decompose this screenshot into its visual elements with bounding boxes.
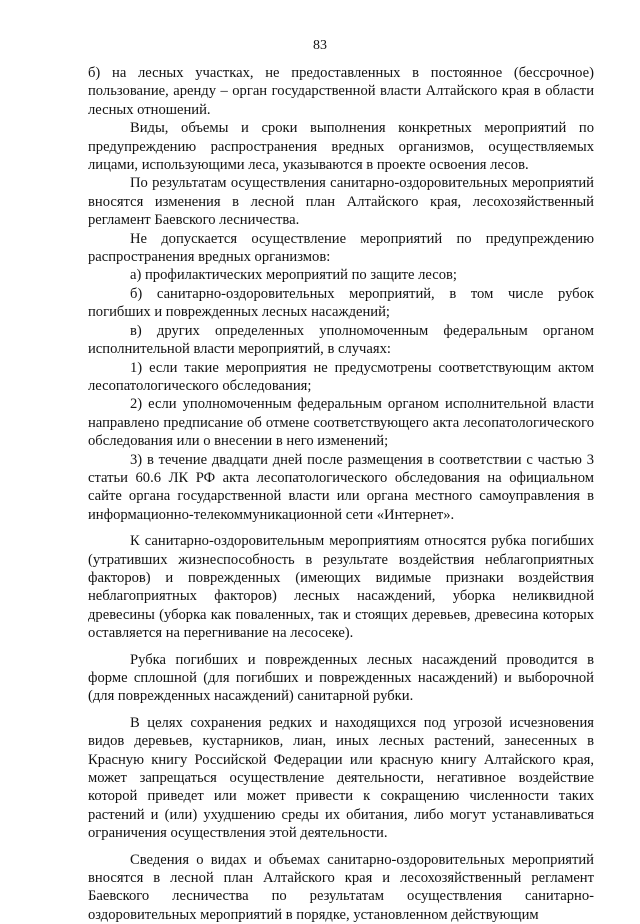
paragraph-information: Сведения о видах и объемах санитарно-оздоровительных мероприятий вносятся в лесной план Алтайского края и лесохозяйственный регламент Баевского лесничества по результатам осуществления санитарно-оздоровительных мероприятий в порядке, установленном действующим xyxy=(88,851,594,923)
paragraph-1: б) на лесных участках, не предоставленных в постоянное (бессрочное) пользование, аренду – орган государственной власти Алтайского края в области лесных отношений. xyxy=(88,65,594,118)
paragraph-3: По результатам осуществления санитарно-оздоровительных мероприятий вносятся изменения в лесной план Алтайского края, лесохозяйственный регламент Баевского лесничества. xyxy=(88,175,594,229)
body-text xyxy=(88,64,594,924)
list-item-2: 2) если уполномоченным федеральным органом исполнительной власти направлено предписание об отмене соответствующего акта лесопатологического обследования или о внесении в него изменений; xyxy=(88,396,594,450)
list-item-a: а) профилактических мероприятий по защите лесов; xyxy=(130,267,457,284)
paragraph-rare-species: В целях сохранения редких и находящихся под угрозой исчезновения видов деревьев, кустарников, лиан, иных лесных растений, занесенных в Красную книгу Российской Федерации или красную книгу Алтайского края, может запрещаться осуществление деятельности, негативное воздействие которой приведет или может привести к сокращению численности таких растений и (или) ухудшению среды их обитания, либо могут устанавливаться ограничения осуществления этой деятельности. xyxy=(88,714,594,842)
paragraph-4: Не допускается осуществление мероприятий по предупреждению распространения вредных организмов: xyxy=(88,230,594,266)
paragraph-2: Виды, объемы и сроки выполнения конкретных мероприятий по предупреждению распространения вредных организмов, осуществляемых лицами, использующими леса, указываются в проекте освоения лесов. xyxy=(88,120,594,174)
list-item-3: 3) в течение двадцати дней после размещения в соответствии с частью 3 статьи 60.6 ЛК РФ акта лесопатологического обследования на официальном сайте органа государственной власти или органа местного самоуправления в информационно-телекоммуникационной сети «Интернет». xyxy=(88,451,594,523)
list-item-1: 1) если такие мероприятия не предусмотрены соответствующим актом лесопатологического обследования; xyxy=(88,359,594,394)
list-item-c: в) других определенных уполномоченным федеральным органом исполнительной власти мероприятий, в случаях: xyxy=(88,322,594,358)
paragraph-felling: Рубка погибших и поврежденных лесных насаждений проводится в форме сплошной (для погибших и поврежденных насаждений) и выборочной (для поврежденных насаждений) санитарной рубки. xyxy=(88,651,594,705)
paragraph-sanitary-measures: К санитарно-оздоровительным мероприятиям относятся рубка погибших (утративших жизнеспособность в результате воздействия неблагоприятных факторов) и поврежденных (имеющих видимые признаки воздействия неблагоприятных факторов) лесных насаждений, уборка неликвидной древесины (уборка как поваленных, так и стоящих деревьев, древесина которых оставляется на перегнивание на лесосеке). xyxy=(88,533,594,642)
page-number: 83 xyxy=(313,38,327,53)
list-item-b: б) санитарно-оздоровительных мероприятий, в том числе рубок погибших и поврежденных лесных насаждений; xyxy=(88,285,594,321)
